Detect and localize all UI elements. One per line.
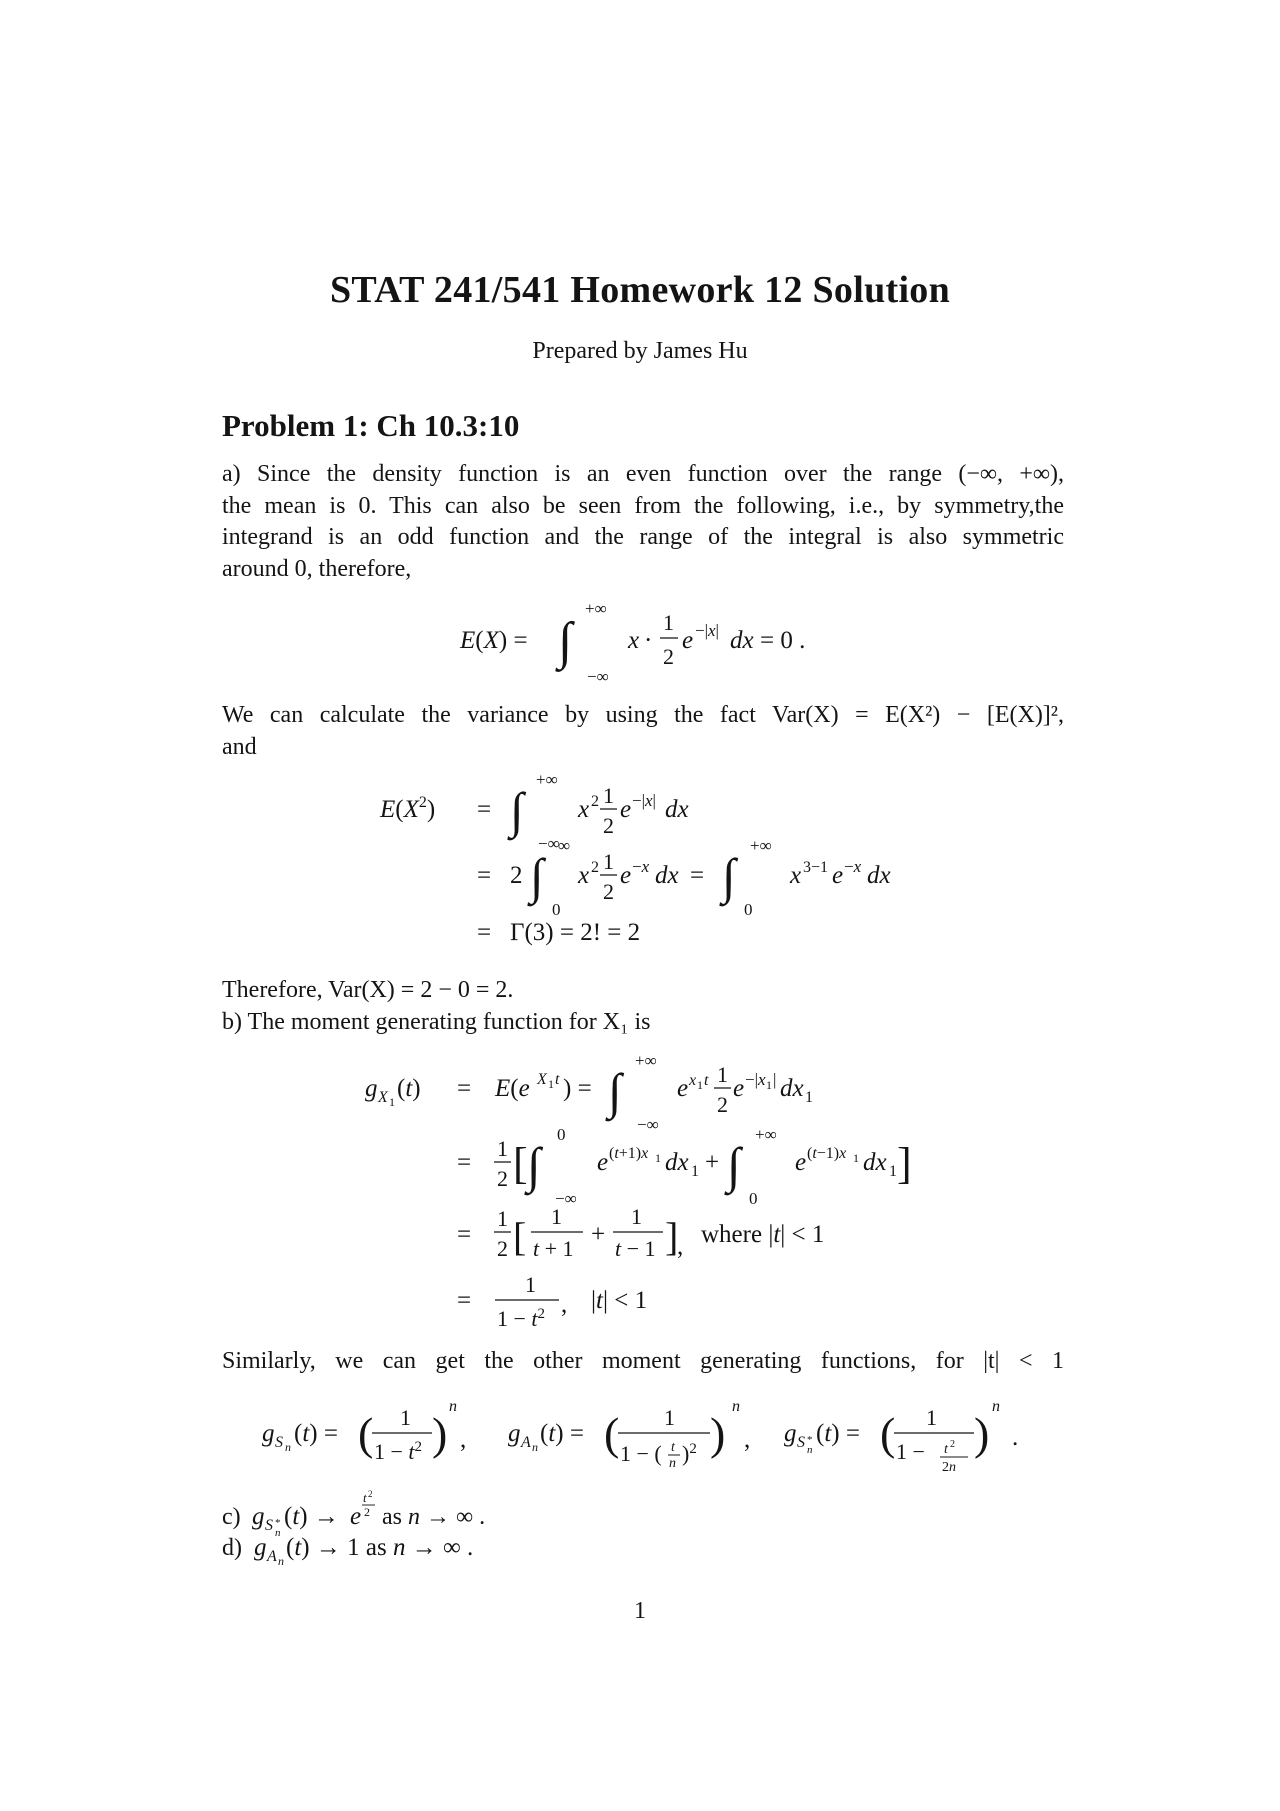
svg-text:A: A (267, 1548, 277, 1565)
svg-text:1: 1 (525, 1272, 536, 1297)
svg-text:2: 2 (603, 813, 614, 838)
svg-text:3−1: 3−1 (803, 859, 829, 876)
svg-text:)2: )$^2$ (682, 1441, 697, 1466)
part-a-line-2: the mean is 0. This can also be seen from the following, i.e., by symmetry,the (222, 492, 1064, 519)
svg-text:∫: ∫ (527, 1137, 541, 1193)
svg-text:0: 0 (744, 900, 753, 919)
svg-text:=: = (690, 862, 705, 889)
svg-text:,: , (460, 1426, 467, 1453)
svg-text:n: n (275, 1527, 281, 1539)
svg-text:where |t| < 1: where |t| < 1 (701, 1221, 825, 1248)
svg-text:1: 1 (664, 1405, 675, 1430)
svg-text:−x: −x (844, 857, 862, 876)
svg-text:t − 1: t − 1 (615, 1236, 656, 1261)
conclusion-a: Therefore, Var(X) = 2 − 0 = 2. (222, 977, 514, 1003)
svg-text:1: 1 (691, 1163, 699, 1180)
svg-text:g: g (254, 1534, 267, 1561)
svg-text:*: * (275, 1517, 281, 1529)
svg-text:=: = (457, 1149, 472, 1176)
svg-text:g: g (365, 1075, 378, 1102)
svg-text:|: | (773, 1070, 777, 1089)
svg-text:X: X (378, 1089, 388, 1106)
svg-text:,: , (744, 1426, 751, 1453)
svg-text:2: 2 (368, 1489, 373, 1499)
svg-text:[: [ (513, 1214, 527, 1259)
svg-text:*: * (807, 1434, 813, 1446)
svg-text:·: · (644, 627, 653, 654)
part-a-line-1: a) Since the density function is an even function over the range (−∞, +∞), (222, 461, 1064, 487)
svg-text:A: A (521, 1434, 531, 1451)
svg-text:1: 1 (389, 1095, 395, 1109)
svg-text:t: t (671, 1440, 675, 1455)
mgf-equations (365, 1051, 965, 1331)
svg-text:−∞: −∞ (538, 834, 560, 853)
svg-text:1: 1 (926, 1405, 937, 1430)
svg-text:dx: dx (867, 862, 891, 889)
svg-text:(t+1)x: (t+1)x (609, 1145, 649, 1162)
document-title: STAT 241/541 Homework 12 Solution (329, 269, 951, 311)
svg-text:n: n (285, 1440, 291, 1454)
svg-text:0: 0 (749, 1189, 758, 1208)
svg-text:t + 1: t + 1 (533, 1236, 574, 1261)
svg-text:d): d) (222, 1535, 242, 1561)
svg-text:dx: dx (665, 796, 689, 823)
svg-text:g: g (784, 1420, 797, 1447)
svg-text:n: n (278, 1554, 284, 1568)
part-a-paragraph (222, 459, 1064, 585)
svg-text:=: = (457, 1287, 472, 1314)
svg-text:−∞: −∞ (637, 1115, 659, 1134)
svg-text:1: 1 (603, 783, 614, 808)
svg-text:dx: dx (730, 627, 754, 654)
svg-text:0: 0 (552, 900, 561, 919)
part-a-line-4: around 0, therefore, (222, 555, 412, 582)
svg-text:+: + (705, 1149, 720, 1176)
svg-text:): ) (974, 1408, 990, 1459)
svg-text:−x: −x (632, 857, 650, 876)
svg-text:−|x|: −|x| (632, 791, 656, 810)
svg-text:n: n (807, 1444, 813, 1456)
svg-text:e: e (832, 862, 844, 889)
svg-text:2: 2 (591, 793, 599, 810)
svg-text:]: ] (897, 1139, 912, 1188)
svg-text:1: 1 (603, 849, 614, 874)
mean-equation (460, 600, 860, 695)
svg-text:0: 0 (557, 1125, 566, 1144)
svg-text:1: 1 (805, 1089, 813, 1106)
similarly-paragraph (222, 1346, 1064, 1378)
variance-paragraph (222, 700, 1064, 763)
svg-text:= 0 .: = 0 . (760, 627, 806, 654)
svg-text:(: ( (604, 1408, 620, 1459)
svg-text:dx: dx (665, 1149, 689, 1176)
svg-text:t: t (704, 1072, 709, 1089)
svg-text:x: x (689, 1072, 697, 1089)
svg-text:): ) (710, 1408, 726, 1459)
variance-line-1: We can calculate the variance by using the fact Var(X) = E(X²) − [E(X)]², (222, 702, 1064, 728)
svg-text:∫: ∫ (722, 848, 736, 904)
svg-text:x: x (578, 796, 590, 823)
svg-text:x: x (628, 627, 640, 654)
svg-text:t: t (555, 1071, 560, 1088)
svg-text:1: 1 (548, 1077, 554, 1091)
svg-text:e: e (677, 1075, 689, 1102)
svg-text:as n → ∞ .: as n → ∞ . (382, 1504, 486, 1530)
svg-text:e: e (620, 862, 632, 889)
second-moment-equations (380, 770, 940, 955)
svg-text:e: e (733, 1075, 745, 1102)
svg-text:2: 2 (497, 1236, 508, 1261)
svg-text:1: 1 (631, 1204, 642, 1229)
svg-text:g: g (262, 1420, 275, 1447)
conclusion-paragraph (222, 975, 1064, 1038)
svg-text:g: g (508, 1420, 521, 1447)
svg-text:2: 2 (364, 1505, 370, 1519)
svg-text:n: n (449, 1398, 457, 1415)
svg-text:2: 2 (497, 1166, 508, 1191)
svg-text:E(X2): $E(X^2)$ (380, 794, 436, 823)
svg-text:+: + (591, 1221, 606, 1248)
svg-text:t: t (944, 1442, 948, 1457)
svg-text:∫: ∫ (608, 1063, 622, 1119)
svg-text:+∞: +∞ (585, 599, 607, 618)
part-d-line (222, 1527, 542, 1569)
svg-text:): ) (432, 1408, 448, 1459)
svg-text:+∞: +∞ (755, 1125, 777, 1144)
svg-text:n: n (992, 1398, 1000, 1415)
part-a-line-3: integrand is an odd function and the range of the integral is also symmetric (222, 524, 1064, 550)
svg-text:dx: dx (780, 1075, 804, 1102)
svg-text:(t−1)x: (t−1)x (807, 1145, 847, 1162)
svg-text:.: . (1012, 1424, 1019, 1451)
svg-text:∞: ∞ (558, 836, 571, 855)
svg-text:n: n (669, 1456, 676, 1471)
svg-text:∫: ∫ (558, 613, 573, 670)
svg-text:1 − t2: $1 - t^2$ (374, 1439, 423, 1464)
svg-text:(t) =: (t) = (540, 1420, 584, 1447)
svg-text:(t) →: (t) → (284, 1503, 339, 1530)
svg-text:2: 2 (510, 862, 523, 889)
section-heading: Problem 1: Ch 10.3:10 (222, 408, 520, 443)
svg-text:(t) =: (t) = (816, 1420, 860, 1447)
svg-text:n: n (732, 1398, 740, 1415)
svg-text:∫: ∫ (510, 782, 524, 838)
svg-text:1: 1 (889, 1163, 897, 1180)
svg-text:g: g (252, 1503, 265, 1530)
svg-text:1: 1 (497, 1206, 508, 1231)
other-mgf-equation (262, 1395, 1042, 1485)
svg-text:(: ( (880, 1408, 896, 1459)
svg-text:S: S (265, 1517, 273, 1534)
svg-text:,: , (561, 1291, 568, 1318)
page-number: 1 (634, 1598, 646, 1624)
svg-text:2: 2 (603, 879, 614, 904)
svg-text:(t) → 1 as n → ∞ .: (t) → 1 as n → ∞ . (286, 1534, 474, 1561)
svg-text:dx: dx (863, 1149, 887, 1176)
svg-text:1 −: 1 − (896, 1439, 925, 1464)
svg-text:x: x (790, 862, 802, 889)
svg-text:n: n (532, 1440, 538, 1454)
svg-text:c): c) (222, 1504, 241, 1530)
svg-text:[: [ (513, 1139, 528, 1188)
svg-text:2: 2 (717, 1092, 728, 1117)
svg-text:−∞: −∞ (587, 667, 609, 686)
svg-text:+∞: +∞ (750, 836, 772, 855)
svg-text:dx: dx (655, 862, 679, 889)
svg-text:X: X (537, 1071, 547, 1088)
svg-text:1: 1 (663, 610, 674, 635)
svg-text:2: 2 (663, 644, 674, 669)
svg-text:2: 2 (591, 859, 599, 876)
svg-text:S: S (797, 1434, 805, 1451)
svg-text:∫: ∫ (727, 1137, 741, 1193)
part-b-intro: b) The moment generating function for X₁ is (222, 1008, 651, 1035)
svg-text:=: = (477, 796, 492, 823)
svg-text:(: ( (358, 1408, 374, 1459)
svg-text:(t) =: (t) = (294, 1420, 338, 1447)
svg-text:) =: ) = (563, 1075, 592, 1102)
svg-text:1: 1 (551, 1204, 562, 1229)
svg-text:=: = (457, 1221, 472, 1248)
svg-text:−∞: −∞ (555, 1189, 577, 1208)
svg-text:−|x: −|x (745, 1070, 766, 1089)
svg-text:]: ] (665, 1214, 679, 1259)
variance-line-2: and (222, 733, 257, 760)
svg-text:1: 1 (655, 1151, 661, 1165)
similarly-line: Similarly, we can get the other moment generating functions, for |t| < 1 (222, 1348, 1064, 1374)
svg-text:|t| < 1: |t| < 1 (591, 1287, 648, 1314)
svg-text:∫: ∫ (530, 848, 544, 904)
svg-text:E(e: E(e (495, 1075, 530, 1102)
svg-text:S: S (275, 1434, 283, 1451)
document-author: Prepared by James Hu (532, 338, 748, 364)
svg-text:2n: 2n (942, 1460, 956, 1475)
svg-text:=: = (457, 1075, 472, 1102)
svg-text:1: 1 (400, 1405, 411, 1430)
svg-text:=: = (477, 919, 492, 946)
svg-text:1 − (: 1 − ( (620, 1441, 662, 1466)
svg-text:t: t (363, 1490, 367, 1505)
svg-text:e: e (620, 796, 632, 823)
svg-text:E(X) =: E(X) = (460, 627, 528, 654)
svg-text:x: x (578, 862, 590, 889)
svg-text:+∞: +∞ (635, 1051, 657, 1070)
svg-text:=: = (477, 862, 492, 889)
svg-text:1: 1 (697, 1078, 703, 1092)
svg-text:Γ(3) = 2! = 2: Γ(3) = 2! = 2 (510, 919, 641, 946)
svg-text:e: e (795, 1149, 807, 1176)
svg-text:1: 1 (766, 1078, 772, 1092)
svg-text:1: 1 (497, 1136, 508, 1161)
svg-text:+∞: +∞ (536, 770, 558, 789)
svg-text:e: e (682, 627, 694, 654)
svg-text:1: 1 (717, 1062, 728, 1087)
svg-text:2: 2 (950, 1439, 955, 1450)
svg-text:e: e (350, 1503, 362, 1530)
svg-text:,: , (677, 1233, 684, 1260)
svg-text:1 − t2: $1 - t^2$ (497, 1306, 546, 1331)
svg-text:1: 1 (853, 1151, 859, 1165)
svg-text:(t): (t) (397, 1075, 421, 1102)
svg-text:−|x|: −|x| (695, 621, 719, 640)
svg-text:e: e (597, 1149, 609, 1176)
